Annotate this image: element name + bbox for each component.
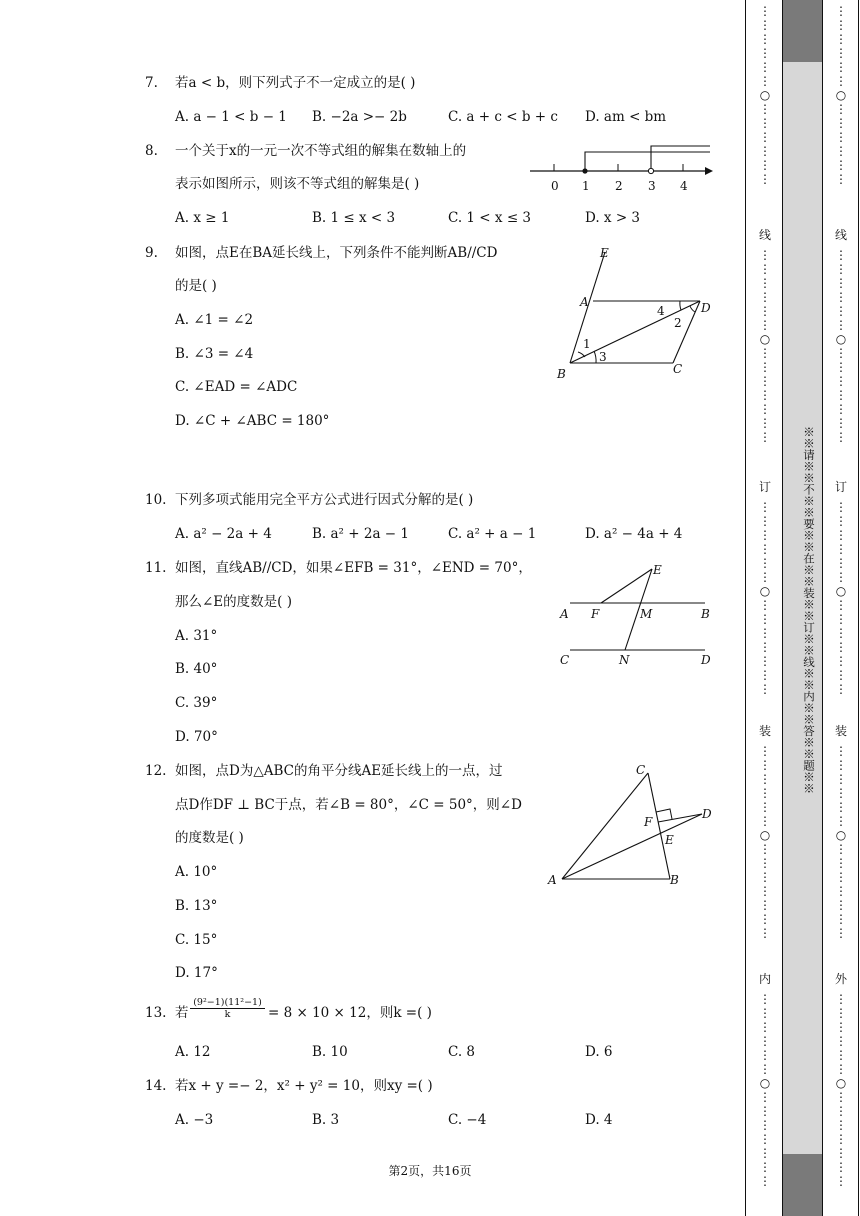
nl-label-4: 4: [680, 179, 688, 193]
outer-dots-2: ⋮ ⋮ ⋮ ⋮ ⋮ ⋮ ○ ⋮ ⋮ ⋮ ⋮ ⋮ ⋮ ⋮: [835, 248, 847, 444]
q10-option-d: D. a² − 4a + 4: [585, 526, 683, 542]
q12-number: 12.: [145, 763, 167, 779]
fig11-label-n: N: [619, 653, 630, 667]
outer-dots-4: ⋮ ⋮ ⋮ ⋮ ⋮ ⋮ ○ ⋮ ⋮ ⋮ ⋮ ⋮ ⋮ ⋮: [835, 744, 847, 940]
outer-char-ding: 订: [834, 480, 847, 494]
q13-option-b: B. 10: [312, 1044, 348, 1060]
q8-option-d: D. x > 3: [585, 210, 641, 226]
fig9-angle-3: 3: [599, 350, 607, 364]
triangle-figure: [540, 760, 720, 895]
fig11-label-b: B: [701, 607, 710, 621]
page-footer: 第2页，共16页: [388, 1164, 472, 1178]
outer-dots-3: ⋮ ⋮ ⋮ ⋮ ⋮ ⋮ ○ ⋮ ⋮ ⋮ ⋮ ⋮ ⋮ ⋮: [835, 500, 847, 696]
q9-option-b: B. ∠3 = ∠4: [175, 346, 254, 362]
fig12-label-e: E: [665, 833, 674, 847]
q7-option-a: A. a − 1 < b − 1: [175, 109, 287, 125]
fig12-label-f: F: [644, 815, 653, 829]
q10-stem: 下列多项式能用完全平方公式进行因式分解的是( ): [175, 492, 474, 508]
outer-dots-5: ⋮ ⋮ ⋮ ⋮ ⋮ ⋮ ○ ⋮ ⋮ ⋮ ⋮ ⋮ ⋮ ⋮: [835, 992, 847, 1188]
q10-number: 10.: [145, 492, 167, 508]
q13-fraction-denominator: k: [190, 1008, 265, 1020]
q12-stem-line3: 的度数是( ): [175, 830, 244, 846]
inner-dots-4: ⋮ ⋮ ⋮ ⋮ ⋮ ⋮ ○ ⋮ ⋮ ⋮ ⋮ ⋮ ⋮ ⋮: [759, 744, 771, 940]
q11-stem-line1: 如图，直线AB//CD，如果∠EFB = 31°，∠END = 70°，: [175, 560, 532, 576]
q9-option-d: D. ∠C + ∠ABC = 180°: [175, 413, 330, 429]
q14-number: 14.: [145, 1078, 167, 1094]
fig12-label-c: C: [636, 763, 646, 777]
q14-stem: 若x + y =− 2，x² + y² = 10，则xy =( ): [175, 1078, 433, 1094]
q13-option-c: C. 8: [448, 1044, 476, 1060]
fig9-angle-1: 1: [583, 337, 591, 351]
fig12-label-b: B: [670, 873, 679, 887]
nl-label-2: 2: [615, 179, 623, 193]
q12-option-d: D. 17°: [175, 965, 218, 981]
fig11-label-m: M: [640, 607, 653, 621]
q12-stem-line1: 如图，点D为△ABC的角平分线AE延长线上的一点，过: [175, 763, 503, 779]
inner-dots-3: ⋮ ⋮ ⋮ ⋮ ⋮ ⋮ ○ ⋮ ⋮ ⋮ ⋮ ⋮ ⋮ ⋮: [759, 500, 771, 696]
fig9-label-e: E: [600, 246, 609, 260]
q14-option-a: A. −3: [175, 1112, 214, 1128]
q13-option-a: A. 12: [175, 1044, 211, 1060]
fig12-label-a: A: [548, 873, 557, 887]
number-line-figure: [520, 140, 720, 200]
binding-warning-text: ※※请※※不※※要※※在※※装※※订※※线※※内※※答※※题※※: [802, 426, 816, 794]
q12-option-c: C. 15°: [175, 932, 218, 948]
q11-option-a: A. 31°: [175, 628, 218, 644]
q7-option-b: B. −2a >− 2b: [312, 109, 407, 125]
q12-option-a: A. 10°: [175, 864, 218, 880]
q7-stem: 若a < b，则下列式子不一定成立的是( ): [175, 75, 416, 91]
inner-char-ding: 订: [758, 480, 771, 494]
fig9-label-b: B: [557, 367, 566, 381]
q12-option-b: B. 13°: [175, 898, 218, 914]
fig11-label-d: D: [701, 653, 711, 667]
nl-label-3: 3: [648, 179, 656, 193]
q11-option-b: B. 40°: [175, 661, 218, 677]
q11-option-c: C. 39°: [175, 695, 218, 711]
inner-dots-2: ⋮ ⋮ ⋮ ⋮ ⋮ ⋮ ○ ⋮ ⋮ ⋮ ⋮ ⋮ ⋮ ⋮: [759, 248, 771, 444]
fig9-angle-2: 2: [674, 316, 682, 330]
q10-option-b: B. a² + 2a − 1: [312, 526, 409, 542]
q13-stem-prefix: 若: [175, 1005, 189, 1021]
inner-char-xian: 线: [758, 228, 771, 242]
q7-number: 7.: [145, 75, 158, 91]
q7-option-d: D. am < bm: [585, 109, 667, 125]
q8-option-a: A. x ≥ 1: [175, 210, 230, 226]
q13-number: 13.: [145, 1005, 167, 1021]
q9-option-a: A. ∠1 = ∠2: [175, 312, 254, 328]
outer-char-wai: 外: [834, 972, 847, 986]
q14-option-c: C. −4: [448, 1112, 487, 1128]
inner-char-zhuang: 装: [758, 724, 771, 738]
q10-option-c: C. a² + a − 1: [448, 526, 537, 542]
q7-option-c: C. a + c < b + c: [448, 109, 558, 125]
q13-fraction-numerator: (9²−1)(11²−1): [193, 997, 262, 1008]
q8-option-c: C. 1 < x ≤ 3: [448, 210, 532, 226]
outer-dots-1: ⋮ ⋮ ⋮ ⋮ ⋮ ⋮ ○ ⋮ ⋮ ⋮ ⋮ ⋮ ⋮: [835, 4, 847, 186]
q13-stem-suffix: = 8 × 10 × 12，则k =( ): [268, 1005, 432, 1021]
q9-stem-line1: 如图，点E在BA延长线上，下列条件不能判断AB//CD: [175, 245, 498, 261]
fig12-label-d: D: [702, 807, 712, 821]
q12-stem-line2: 点D作DF ⊥ BC于点，若∠B = 80°，∠C = 50°，则∠D: [175, 797, 522, 813]
fig9-label-d: D: [701, 301, 711, 315]
q11-number: 11.: [145, 560, 167, 576]
inner-dots-5: ⋮ ⋮ ⋮ ⋮ ⋮ ⋮ ○ ⋮ ⋮ ⋮ ⋮ ⋮ ⋮ ⋮: [759, 992, 771, 1188]
parallel-lines-figure: [555, 558, 720, 673]
fig9-label-c: C: [673, 362, 683, 376]
fig11-label-e: E: [653, 563, 662, 577]
fig11-label-c: C: [560, 653, 570, 667]
fig9-angle-4: 4: [657, 304, 665, 318]
nl-label-1: 1: [582, 179, 590, 193]
outer-char-xian: 线: [834, 228, 847, 242]
fig11-label-a: A: [560, 607, 569, 621]
nl-label-0: 0: [551, 179, 559, 193]
q9-option-c: C. ∠EAD = ∠ADC: [175, 379, 298, 395]
q8-stem-line2: 表示如图所示，则该不等式组的解集是( ): [175, 176, 420, 192]
q8-number: 8.: [145, 143, 158, 159]
parallelogram-figure: [550, 240, 720, 385]
q13-fraction: [190, 997, 265, 1020]
q14-option-b: B. 3: [312, 1112, 340, 1128]
q8-stem-line1: 一个关于x的一元一次不等式组的解集在数轴上的: [175, 143, 467, 159]
q14-option-d: D. 4: [585, 1112, 613, 1128]
fig11-label-f: F: [591, 607, 600, 621]
q9-number: 9.: [145, 245, 158, 261]
outer-char-zhuang: 装: [834, 724, 847, 738]
inner-dots-1: ⋮ ⋮ ⋮ ⋮ ⋮ ⋮ ○ ⋮ ⋮ ⋮ ⋮ ⋮ ⋮: [759, 4, 771, 186]
fig9-label-a: A: [580, 295, 589, 309]
q11-option-d: D. 70°: [175, 729, 218, 745]
q10-option-a: A. a² − 2a + 4: [175, 526, 272, 542]
q13-option-d: D. 6: [585, 1044, 613, 1060]
q8-option-b: B. 1 ≤ x < 3: [312, 210, 396, 226]
q11-stem-line2: 那么∠E的度数是( ): [175, 594, 292, 610]
inner-char-nei: 内: [758, 972, 771, 986]
q9-stem-line2: 的是( ): [175, 278, 217, 294]
